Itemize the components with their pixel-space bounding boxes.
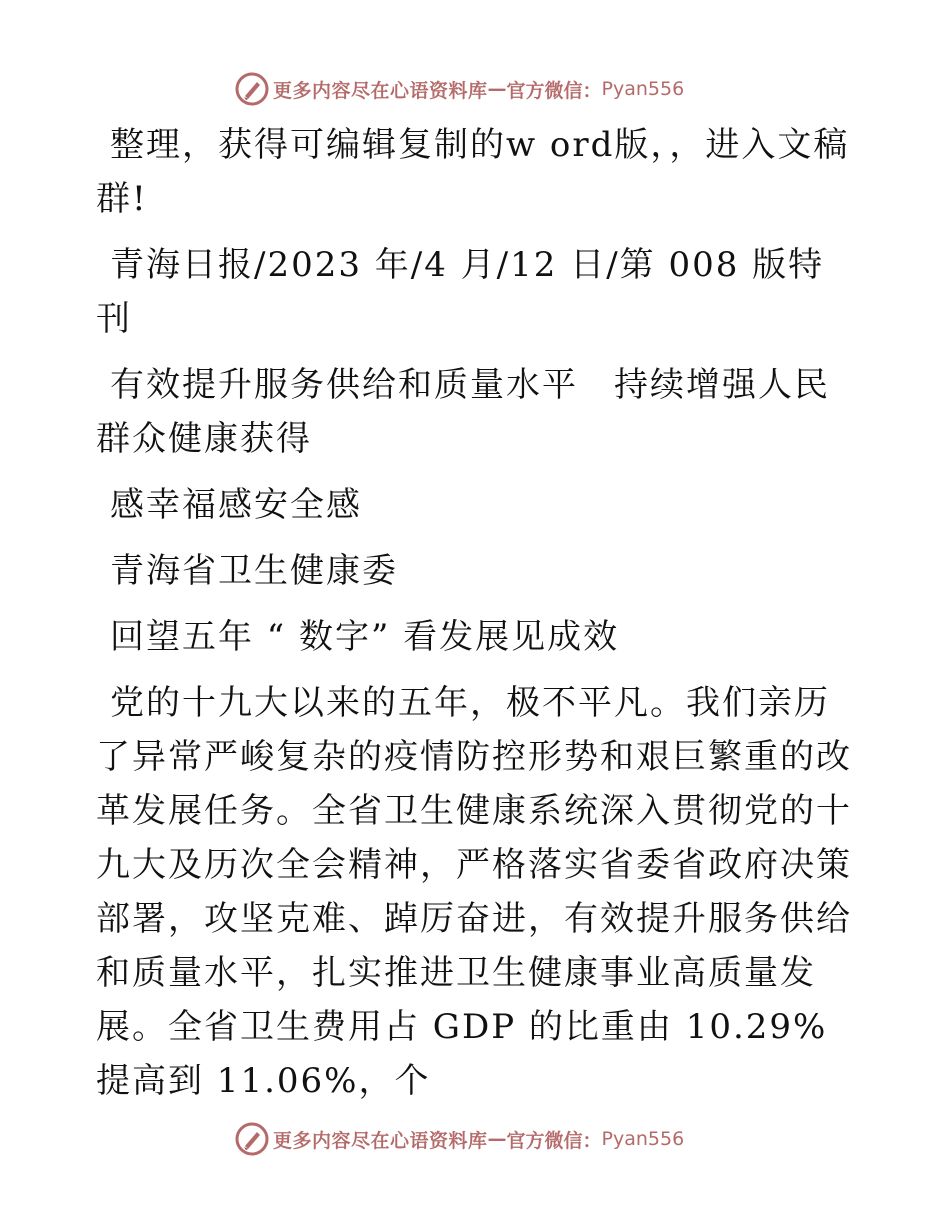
paragraph-headline-cont-text: 感幸福感安全感 — [110, 485, 362, 525]
watermark-wechat-label: 官方微信： — [506, 79, 602, 102]
watermark-site-text: 更多内容尽在心语资料库 — [273, 1129, 488, 1152]
paragraph-body — [96, 676, 856, 1108]
paragraph-subheading — [96, 610, 856, 664]
paragraph-headline-text: 有效提升服务供给和质量水平 持续增强人民群众健康获得 — [96, 365, 830, 459]
paragraph-intro-text: 整理，获得可编辑复制的w ord版，，进入文稿群! — [96, 125, 850, 219]
paragraph-headline-cont — [96, 478, 856, 532]
paragraph-subheading-text: 回望五年 “ 数字” 看发展见成效 — [110, 617, 620, 657]
watermark-wechat-id: Pyan556 — [601, 1128, 685, 1150]
footer-watermark — [235, 1122, 684, 1156]
paragraph-headline — [96, 358, 856, 466]
watermark-separator: — — [487, 78, 507, 100]
paragraph-author-text: 青海省卫生健康委 — [110, 551, 398, 591]
paragraph-intro — [96, 118, 856, 226]
paragraph-body-text: 党的十九大以来的五年，极不平凡。我们亲历了异常严峻复杂的疫情防控形势和艰巨繁重的改革发展任务。全省卫生健康系统深入贯彻党的十九大及历次全会精神，严格落实省委省政府决策部署，攻坚克难、踔厉奋进，有效提升服务供给和质量水平，扎实推进卫生健康事业高质量发展。全省卫生费用占 GDP 的比重由 10.29%提高到 11.06%，个 — [96, 683, 852, 1101]
watermark-wechat-label: 官方微信： — [506, 1129, 602, 1152]
pen-logo-icon — [235, 1122, 269, 1156]
header-watermark — [235, 72, 684, 106]
pen-logo-icon — [235, 72, 269, 106]
paragraph-source — [96, 238, 856, 346]
watermark-separator: — — [487, 1128, 507, 1150]
paragraph-author — [96, 544, 856, 598]
document-body — [96, 118, 856, 1108]
paragraph-source-text: 青海日报/2023 年/4 月/12 日/第 008 版特刊 — [96, 245, 825, 339]
watermark-site-text: 更多内容尽在心语资料库 — [273, 79, 488, 102]
watermark-wechat-id: Pyan556 — [601, 78, 685, 100]
